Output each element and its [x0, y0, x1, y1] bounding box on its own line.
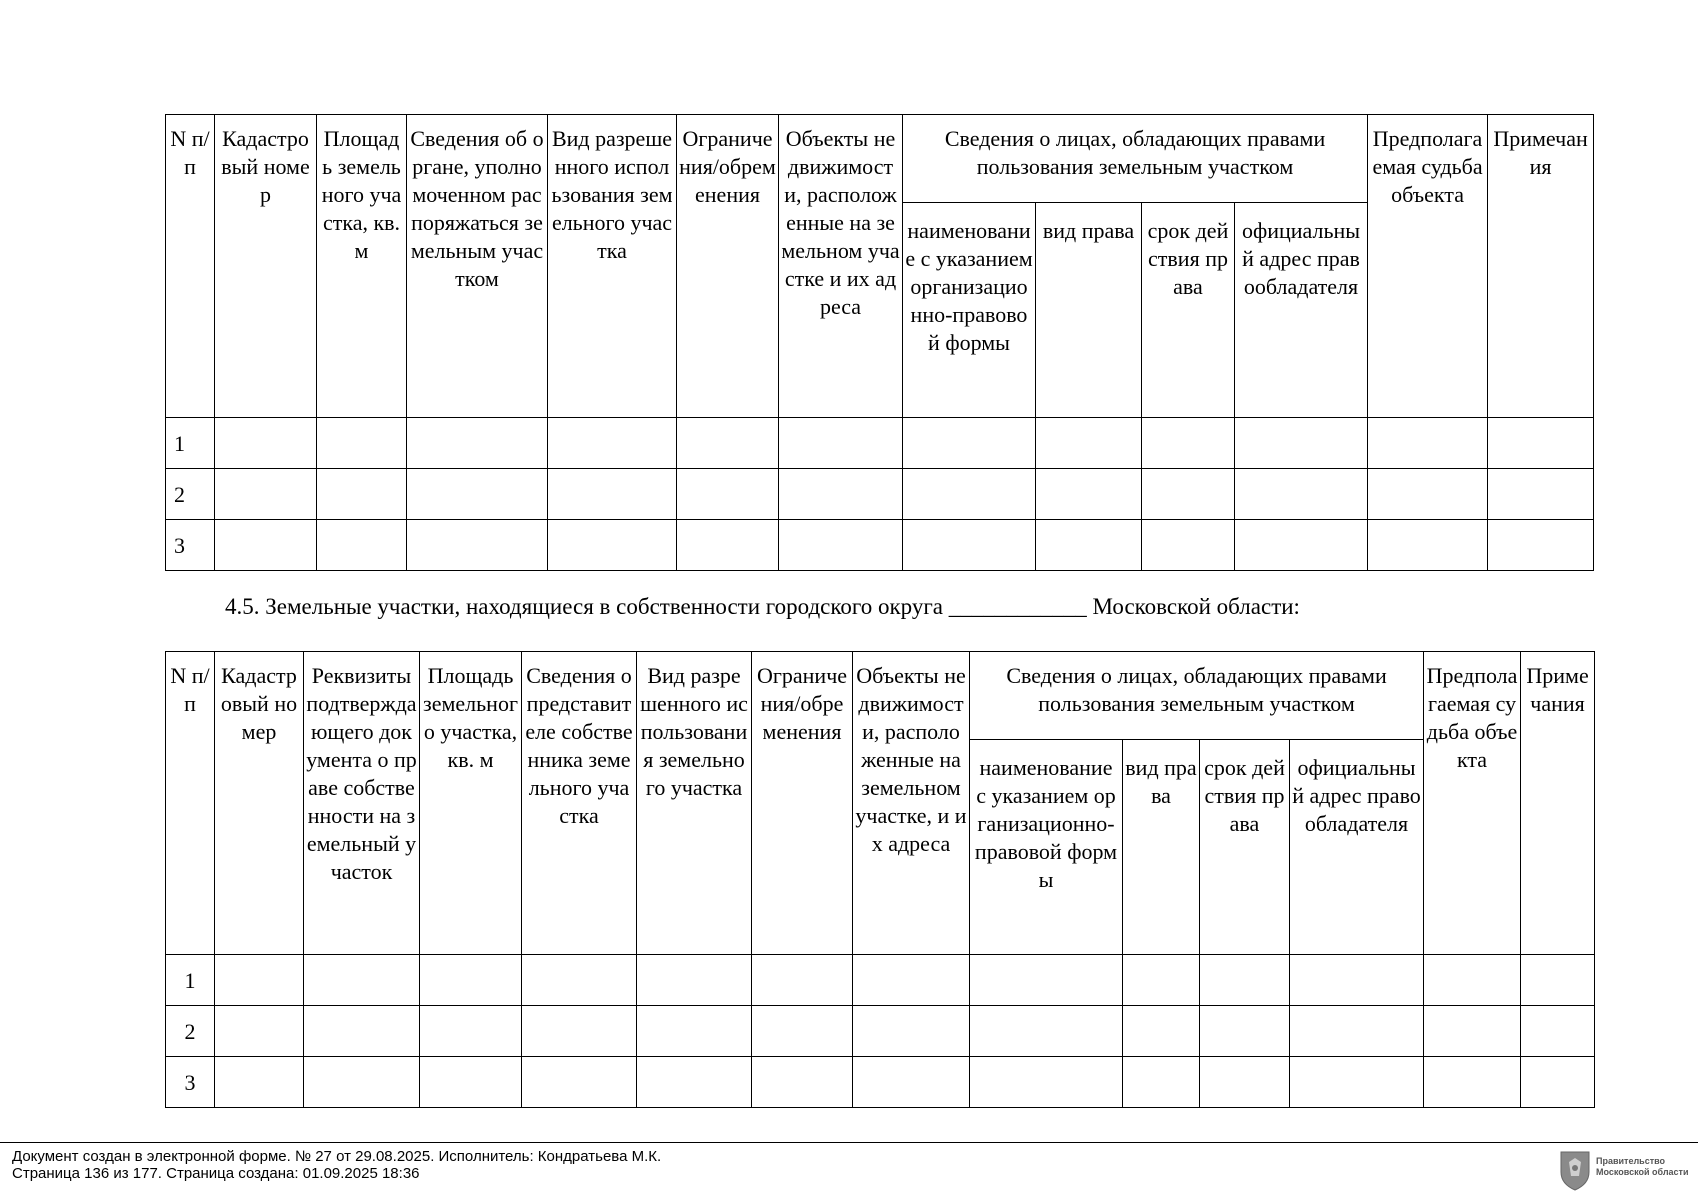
section-heading: 4.5. Земельные участки, находящиеся в собственности городского округа ____________ Московской области: — [225, 594, 1300, 619]
header-cadastral-number: Кадастровый номер — [215, 652, 304, 955]
table-row — [166, 1057, 1595, 1108]
header-plot-area: Площадь земельного участка, кв. м — [420, 652, 522, 955]
subheader-holder-name: наименование с указанием организационно-правовой формы — [970, 740, 1123, 955]
table-row — [166, 520, 1594, 571]
header-encumbrances: Ограничения/обременения — [752, 652, 853, 955]
table-row — [166, 955, 1595, 1006]
subheader-holder-address: официальный адрес правообладателя — [1235, 203, 1368, 418]
header-row-number: N п/п — [166, 115, 215, 418]
logo-caption: Правительство Московской области — [1596, 1156, 1689, 1177]
header-owner-representative: Сведения о представителе собственника земельного участка — [522, 652, 637, 955]
subheader-right-type: вид права — [1123, 740, 1200, 955]
header-rights-holders: Сведения о лицах, обладающих правами пользования земельным участком — [903, 115, 1368, 203]
row-number: 2 — [166, 469, 215, 520]
header-ownership-document: Реквизиты подтверждающего документа о праве собственности на земельный участок — [304, 652, 420, 955]
row-number: 1 — [166, 418, 215, 469]
document-footer — [12, 1148, 661, 1182]
land-plots-table-2 — [165, 651, 1595, 1108]
header-real-estate-objects: Объекты недвижимости, расположенные на земельном участке, и их адреса — [853, 652, 970, 955]
header-authority-info: Сведения об органе, уполномоченном распоряжаться земельным участком — [407, 115, 548, 418]
header-row-number: N п/п — [166, 652, 215, 955]
land-plots-table-1 — [165, 114, 1594, 571]
table-row — [166, 469, 1594, 520]
subheader-holder-address: официальный адрес правообладателя — [1290, 740, 1424, 955]
coat-of-arms-icon — [1558, 1148, 1592, 1192]
subheader-right-term: срок действия права — [1200, 740, 1290, 955]
header-real-estate-objects: Объекты недвижимости, расположенные на земельном участке и их адреса — [779, 115, 903, 418]
header-intended-fate: Предполагаемая судьба объекта — [1368, 115, 1488, 418]
header-permitted-use: Вид разрешенного использования земельного участка — [637, 652, 752, 955]
row-number: 2 — [166, 1006, 215, 1057]
header-notes: Примечания — [1521, 652, 1595, 955]
subheader-right-term: срок действия права — [1142, 203, 1235, 418]
table-row — [166, 418, 1594, 469]
row-number: 1 — [166, 955, 215, 1006]
header-cadastral-number: Кадастровый номер — [215, 115, 317, 418]
header-rights-holders: Сведения о лицах, обладающих правами пользования земельным участком — [970, 652, 1424, 740]
row-number: 3 — [166, 1057, 215, 1108]
subheader-right-type: вид права — [1036, 203, 1142, 418]
header-encumbrances: Ограничения/обременения — [677, 115, 779, 418]
row-number: 3 — [166, 520, 215, 571]
footer-page-info: Страница 136 из 177. Страница создана: 01.09.2025 18:36 — [12, 1165, 420, 1182]
footer-divider — [0, 1142, 1698, 1143]
footer-document-info: Документ создан в электронной форме. № 27 от 29.08.2025. Исполнитель: Кондратьева М.К. — [12, 1148, 662, 1165]
header-notes: Примечания — [1488, 115, 1594, 418]
header-intended-fate: Предполагаемая судьба объекта — [1424, 652, 1521, 955]
header-plot-area: Площадь земельного участка, кв. м — [317, 115, 407, 418]
table-row — [166, 1006, 1595, 1057]
subheader-holder-name: наименование с указанием организационно-правовой формы — [903, 203, 1036, 418]
header-permitted-use: Вид разрешенного использования земельного участка — [548, 115, 677, 418]
government-logo — [1556, 1144, 1696, 1194]
